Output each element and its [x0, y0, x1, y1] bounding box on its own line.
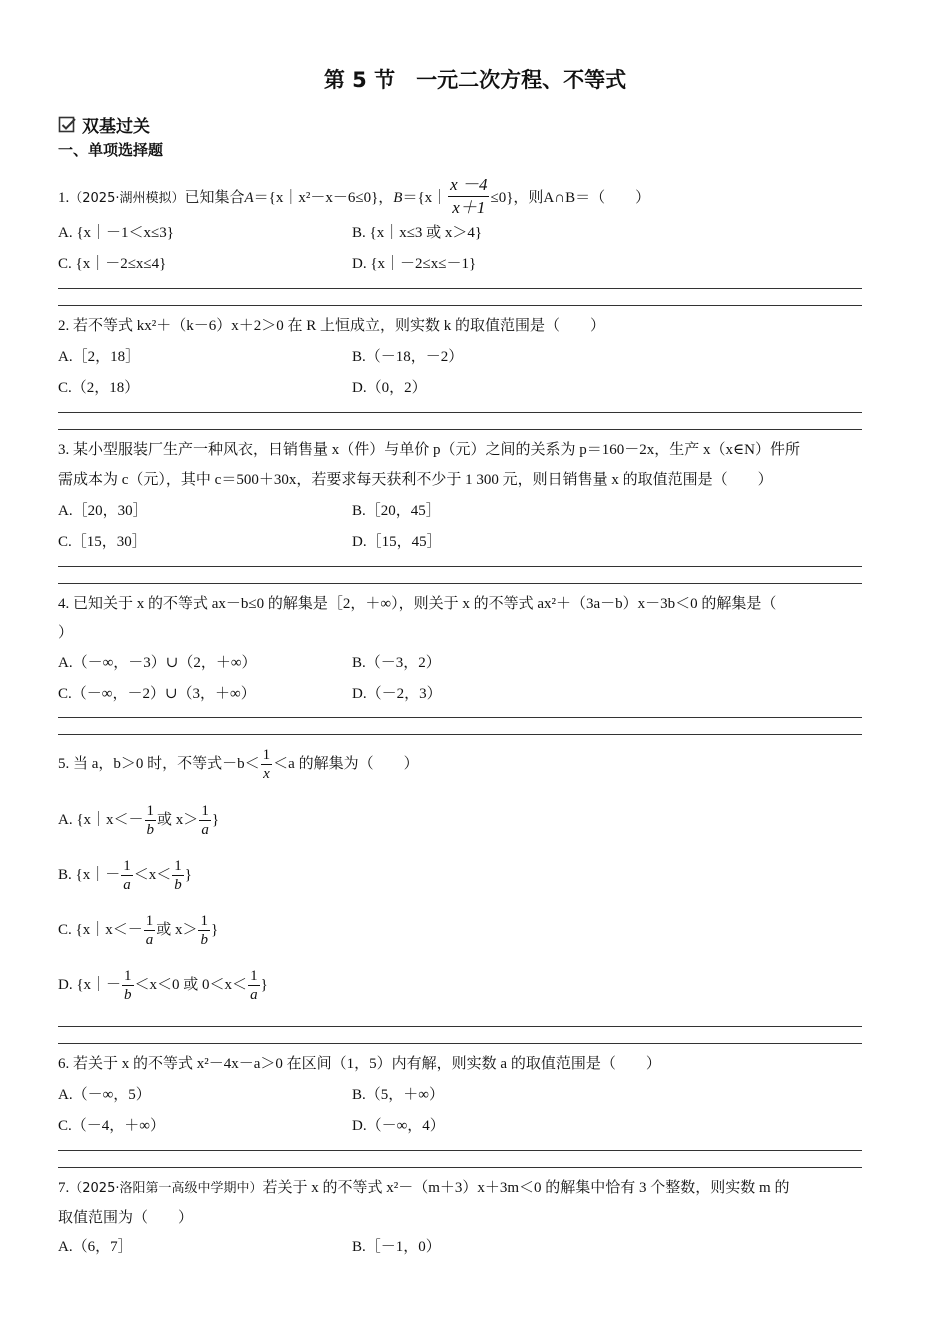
question-3-option-b[interactable]: B.［20，45］ [352, 503, 441, 519]
question-4-stem-line-1: 4. 已知关于 x 的不等式 ax－b≤0 的解集是［2，＋∞），则关于 x 的不等式 ax²＋（3a－b）x－3b＜0 的解集是（ [58, 596, 777, 612]
question-2-option-a[interactable]: A.［2，18］ [58, 349, 141, 365]
answer-line [58, 1043, 862, 1044]
question-1-option-c[interactable]: C. {x｜－2≤x≤4} [58, 256, 167, 272]
fraction: $\frac{1}{a}$ [145, 913, 154, 948]
checkbox-icon [58, 116, 76, 134]
question-3-option-a[interactable]: A.［20，30］ [58, 503, 148, 519]
answer-line [58, 1150, 862, 1151]
section-heading [58, 112, 150, 137]
question-7-option-a[interactable]: A.（6，7］ [58, 1239, 133, 1255]
question-2-stem: 2. 若不等式 kx²＋（k－6）x＋2＞0 在 R 上恒成立，则实数 k 的取值范围是（ ） [58, 318, 606, 334]
answer-line [58, 412, 862, 413]
question-7-option-b[interactable]: B.［－1，0） [352, 1239, 441, 1255]
fraction: $\frac{1}{x}$ [262, 747, 271, 782]
fraction: $\frac{1}{a}$ [250, 968, 258, 1003]
question-6-stem: 6. 若关于 x 的不等式 x²－4x－a＞0 在区间（1，5）内有解，则实数 a 的取值范围是（ ） [58, 1056, 661, 1072]
question-6-option-b[interactable]: B.（5，＋∞） [352, 1087, 444, 1103]
fraction: $\frac{1}{a}$ [201, 803, 209, 838]
fraction: $\frac{x -4}{x+1}$ [450, 175, 488, 217]
question-1-option-d[interactable]: D. {x｜－2≤x≤－1} [352, 256, 477, 272]
question-3-option-d[interactable]: D.［15，45］ [352, 534, 442, 550]
answer-line [58, 1167, 862, 1168]
question-2-option-c[interactable]: C.（2，18） [58, 380, 140, 396]
answer-line [58, 305, 862, 306]
question-4-option-c[interactable]: C.（－∞，－2）∪（3，＋∞） [58, 686, 256, 702]
answer-line [58, 429, 862, 430]
question-6-option-d[interactable]: D.（－∞，4） [352, 1118, 445, 1134]
question-3-stem-line-1: 3. 某小型服装厂生产一种风衣，日销售量 x（件）与单价 p（元）之间的关系为 p＝160－2x，生产 x（x∈N）件所 [58, 442, 800, 458]
question-7-stem-line-2: 取值范围为（ ） [58, 1210, 194, 1226]
section-heading-text: 双基过关 [82, 117, 150, 137]
question-5-option-b[interactable]: B. {x｜－ $\frac{1}{a}$ ＜x＜ $\frac{1}{b}$ } [58, 858, 192, 893]
subsection-heading: 一、单项选择题 [58, 141, 164, 159]
question-4-option-b[interactable]: B.（－3，2） [352, 655, 441, 671]
question-1-option-b[interactable]: B. {x｜x≤3 或 x＞4} [352, 225, 483, 241]
fraction: $\frac{1}{b}$ [174, 858, 182, 893]
answer-line [58, 717, 862, 718]
question-4-option-d[interactable]: D.（－2，3） [352, 686, 442, 702]
fraction: $\frac{1}{b}$ [146, 803, 155, 838]
question-5-stem: 5. 当 a，b＞0 时，不等式－b＜ $\frac{1}{x}$ ＜a 的解集为（ ） [58, 747, 419, 782]
question-5-option-c[interactable]: C. {x｜x＜－ $\frac{1}{a}$ 或 x＞ $\frac{1}{b}$ } [58, 913, 219, 948]
question-3-stem-line-2: 需成本为 c（元），其中 c＝500＋30x，若要求每天获利不少于 1 300 元，则日销售量 x 的取值范围是（ ） [58, 472, 773, 488]
question-6-option-c[interactable]: C.（－4，＋∞） [58, 1118, 165, 1134]
question-4-option-a[interactable]: A.（－∞，－3）∪（2，＋∞） [58, 655, 257, 671]
answer-line [58, 734, 862, 735]
fraction: $\frac{1}{b}$ [124, 968, 132, 1003]
answer-line [58, 583, 862, 584]
question-1-option-a[interactable]: A. {x｜－1＜x≤3} [58, 225, 174, 241]
question-4-stem-line-2: ） [58, 625, 74, 641]
question-3-option-c[interactable]: C.［15，30］ [58, 534, 147, 550]
question-5-option-a[interactable]: A. {x｜x＜－ $\frac{1}{b}$ 或 x＞ $\frac{1}{a}$ } [58, 803, 220, 838]
fraction: $\frac{1}{b}$ [200, 913, 208, 948]
fraction: $\frac{1}{a}$ [123, 858, 131, 893]
question-2-option-d[interactable]: D.（0，2） [352, 380, 427, 396]
answer-line [58, 566, 862, 567]
question-7-stem-line-1: 7.（2025·洛阳第一高级中学期中）若关于 x 的不等式 x²－（m＋3）x＋3m＜0 的解集中恰有 3 个整数，则实数 m 的 [58, 1180, 790, 1196]
answer-line [58, 1026, 862, 1027]
question-2-option-b[interactable]: B.（－18，－2） [352, 349, 464, 365]
answer-line [58, 288, 862, 289]
question-6-option-a[interactable]: A.（－∞，5） [58, 1087, 151, 1103]
question-5-option-d[interactable]: D. {x｜－ $\frac{1}{b}$ ＜x＜0 或 0＜x＜ $\frac{1}{a}$ } [58, 968, 268, 1003]
page-title: 第 5 节 一元二次方程、不等式 [323, 68, 627, 92]
question-1-stem: 1.（2025·湖州模拟）已知集合A＝{x｜x²－x－6≤0}，B＝{x｜ $\frac{x -4}{x+1}$ ≤0}，则A∩B＝（ ） [58, 175, 651, 217]
